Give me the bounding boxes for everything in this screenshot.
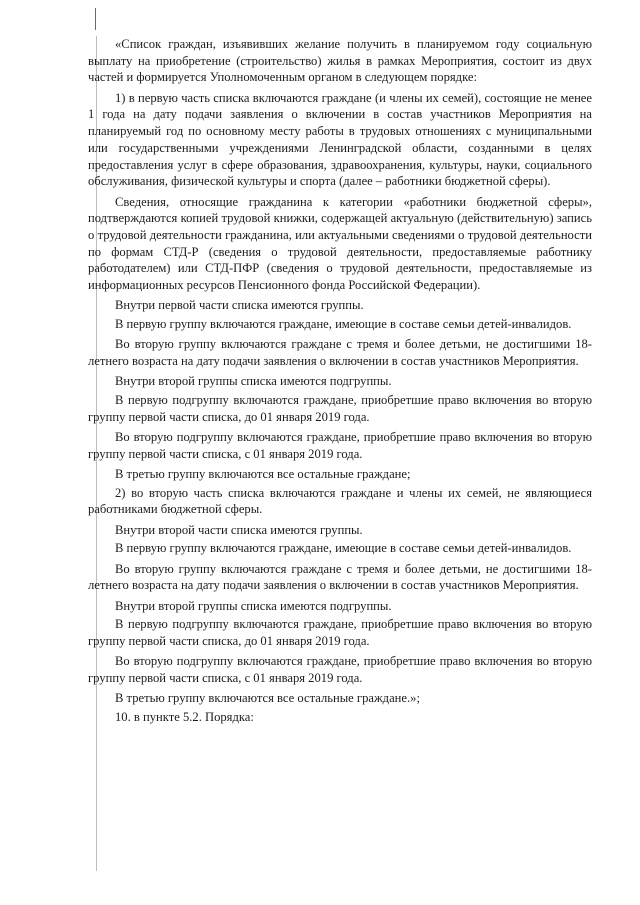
- paragraph-part-two-group-one: В первую группу включаются граждане, имеющие в составе семьи детей-инвалидов.: [115, 541, 572, 556]
- paragraph-part-two-group-two: Во вторую группу включаются граждане с тремя и более детьми, не достигшими 18-летнего возраста на дату подачи заявления о включении в состав участников Мероприятия.: [88, 561, 592, 593]
- paragraph-part-two-subgroups: Внутри второй группы списка имеются подгруппы.: [115, 598, 392, 613]
- paragraph-part-one-groups: Внутри первой части списка имеются группы.: [115, 298, 364, 313]
- paragraph-part-two-subgroup-one: В первую подгруппу включаются граждане, приобретшие право включения во вторую группу первой части списка, до 01 января 2019 года.: [88, 617, 592, 649]
- document-body: [88, 36, 592, 728]
- paragraph-part-two-subgroup-two: Во вторую подгруппу включаются граждане, приобретшие право включения во вторую группу первой части списка, с 01 января 2019 года.: [88, 654, 592, 686]
- paragraph-part-two-groups: Внутри второй части списка имеются группы.: [115, 522, 363, 537]
- paragraph-part-two-group-three: В третью группу включаются все остальные граждане.»;: [115, 691, 420, 706]
- paragraph-part-one-subgroup-one: В первую подгруппу включаются граждане, приобретшие право включения во вторую группу первой части списка, до 01 января 2019 года.: [88, 393, 592, 424]
- paragraph-part-one-subgroups: Внутри второй группы списка имеются подгруппы.: [115, 374, 392, 389]
- paragraph-part-one-group-one: В первую группу включаются граждане, имеющие в составе семьи детей-инвалидов.: [115, 317, 572, 332]
- paragraph-list-intro: «Список граждан, изъявивших желание получить в планируемом году социальную выплату на приобретение (строительство) жилья в рамках Мероприятия, состоит из двух частей и формируется Уполномоченным органом в следующем порядке:: [88, 37, 592, 85]
- paragraph-item-ten: 10. в пункте 5.2. Порядка:: [115, 710, 254, 725]
- paragraph-part-one-group-three: В третью группу включаются все остальные граждане;: [115, 467, 411, 482]
- paragraph-part-two: 2) во вторую часть списка включаются граждане и члены их семей, не являющиеся работниками бюджетной сферы.: [88, 485, 592, 517]
- paragraph-budget-sphere-proof: Сведения, относящие гражданина к категории «работники бюджетной сферы», подтверждаются копией трудовой книжки, содержащей актуальную (действительную) запись о трудовой деятельности гражданина, или актуальными сведениями о трудовой деятельности по формам СТД-Р (сведения о трудовой деятельности, предоставляемые работнику работодателем) или СТД-ПФР (сведения о трудовой деятельности, предоставляемые из информационных ресурсов Пенсионного фонда Российской Федерации).: [88, 194, 592, 293]
- paragraph-part-one-group-two: Во вторую группу включаются граждане с тремя и более детьми, не достигшими 18-летнего возраста на дату подачи заявления о включении в состав участников Мероприятия.: [88, 337, 592, 369]
- paragraph-part-one: 1) в первую часть списка включаются граждане (и члены их семей), состоящие не менее 1 года на дату подачи заявления о включении в состав участников Мероприятия на планируемый год по основному месту работы в трудовых отношениях с муниципальными или государственными учреждениями Ленинградской области, созданными в целях предоставления услуг в сфере образования, здравоохранения, культуры, науки, социального обслуживания, физической культуры и спорта (далее – работники бюджетной сферы).: [88, 90, 592, 189]
- paragraph-part-one-subgroup-two: Во вторую подгруппу включаются граждане, приобретшие право включения во вторую группу первой части списка, с 01 января 2019 года.: [88, 430, 592, 461]
- scan-mark-top: [95, 8, 96, 30]
